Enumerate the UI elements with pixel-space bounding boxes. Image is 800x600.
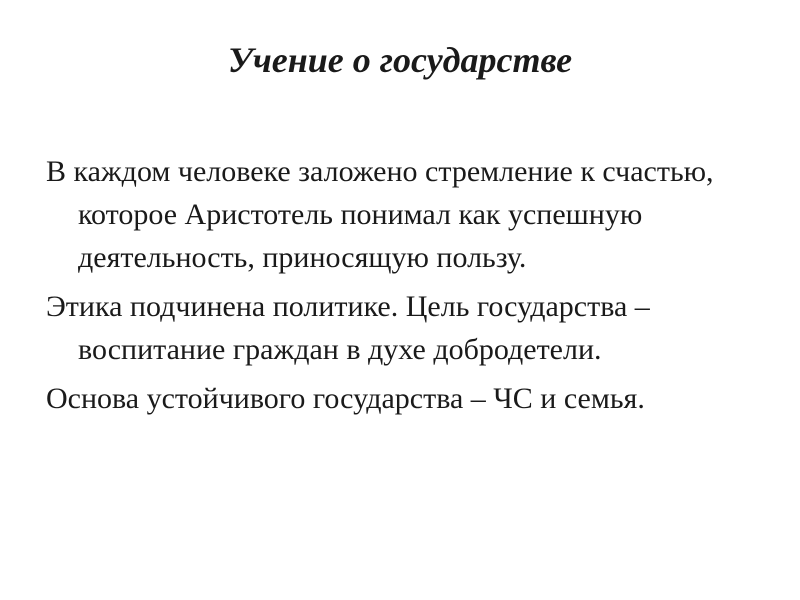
paragraph-ethics-politics: Этика подчинена политике. Цель государства – воспитание граждан в духе добродетели. — [46, 290, 650, 366]
paragraph-happiness: В каждом человеке заложено стремление к счастью, которое Аристотель понимал как успешную деятельность, приносящую пользу. — [46, 155, 714, 274]
slide-body — [46, 150, 766, 426]
slide-title: Учение о государстве — [227, 40, 573, 80]
paragraph-state-foundation: Основа устойчивого государства – ЧС и семья. — [46, 382, 645, 415]
